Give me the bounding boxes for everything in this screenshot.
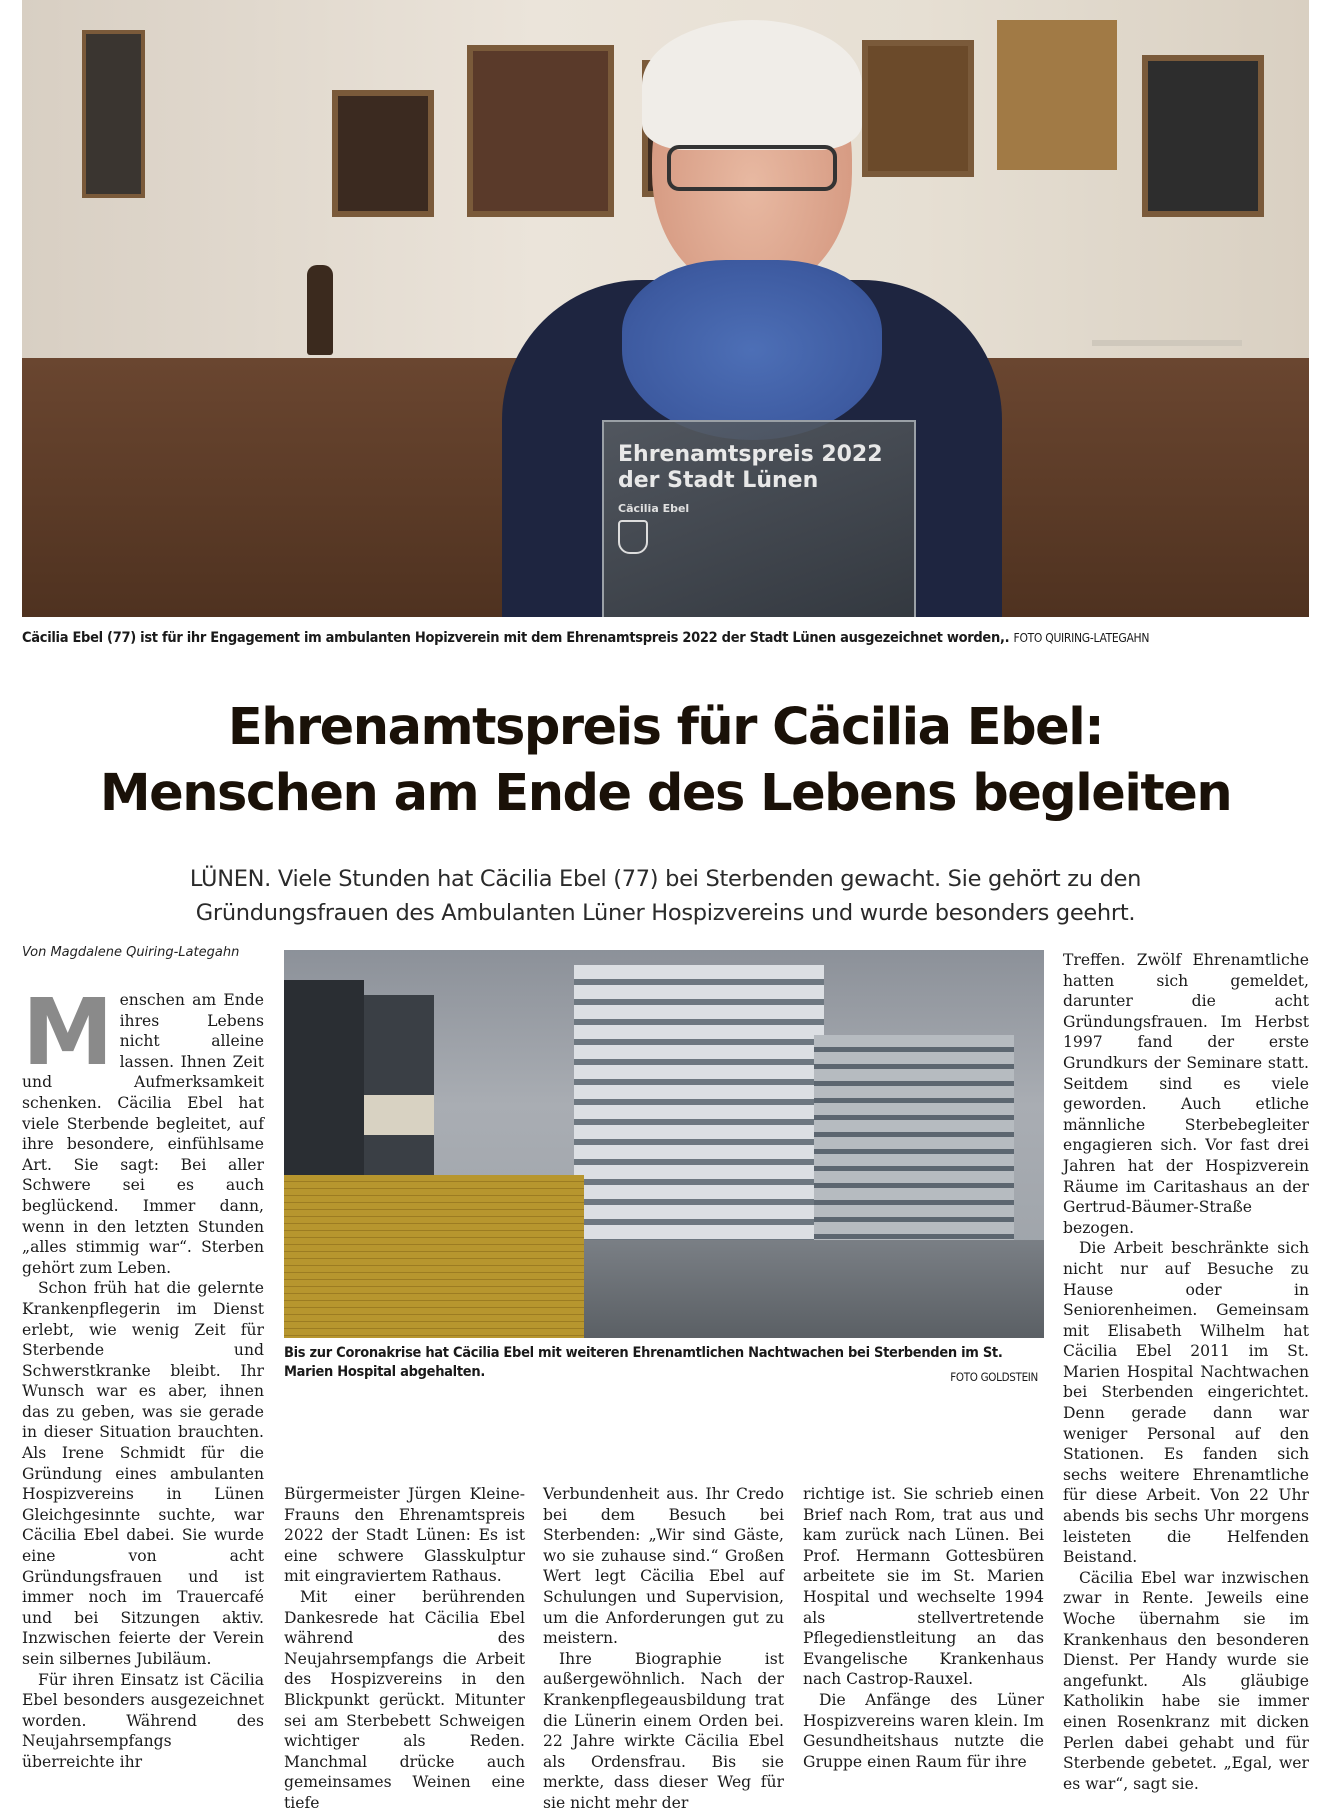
paragraph: Für ihren Einsatz ist Cäcilia Ebel besonders ausgezeichnet worden. Während des Neujahrsempfangs überreichte ihr (22, 1670, 264, 1771)
photo-person (462, 30, 1032, 617)
article-column-1 (22, 979, 264, 1773)
dropcap: M (22, 979, 114, 1086)
award-title: Ehrenamtspreis 2022 der Stadt Lünen (618, 442, 883, 493)
photo-wall-frame (82, 30, 145, 198)
paragraph: enschen am Ende ihres Lebens nicht alleine lassen. Ihnen Zeit und Aufmerksamkeit schenken. Cäcilia Ebel hat viele Sterbende begleitet, auf ihre besondere, einfühlsame Art. Sie sagt: Bei aller Schwere sei es auch beglückend. Immer dann, wenn in den letzten Stunden „alles stimmig war“. Sterben gehört zum Leben. (22, 991, 264, 1277)
award-name: Cäcilia Ebel (618, 502, 690, 515)
top-photo-caption (22, 630, 1309, 646)
top-photo (22, 0, 1309, 617)
hospital-tower (574, 965, 824, 1285)
paragraph: Ihre Biographie ist außergewöhnlich. Nach der Krankenpflegeausbildung trat die Lünerin einem Orden bei. 22 Jahre wirkte Cäcilia Ebel als Ordensfrau. Bis sie merkte, dass dieser Weg für sie nicht mehr der (543, 1649, 784, 1812)
hospital-photo-caption (284, 1344, 1044, 1382)
paragraph: Schon früh hat die gelernte Krankenpflegerin im Dienst erlebt, wie wenig Zeit für Sterbende und Schwerstkranke bleibt. Ihr Wunsch war es aber, ihnen das zu geben, was sie gerade in dieser Situation brauchten. Als Irene Schmidt für die Gründung eines ambulanten Hospizvereins in Lünen Gleichgesinnte suchte, war Cäcilia Ebel dabei. Sie wurde eine von acht Gründungsfrauen und ist immer noch im Trauercafé und bei Sitzungen aktiv. Inzwischen feierte der Verein sein silbernes Jubiläum. (22, 1279, 264, 1668)
headline-line-1: Ehrenamtspreis für Cäcilia Ebel: (227, 698, 1104, 757)
lead-paragraph (22, 862, 1309, 930)
byline: Von Magdalene Quiring-Lategahn (22, 945, 240, 960)
paragraph: Verbundenheit aus. Ihr Credo bei dem Besuch bei Sterbenden: „Wir sind Gäste, wo sie zuhause sind.“ Großen Wert legt Cäcilia Ebel auf Schulungen und Supervision, um die Anforderungen gut zu meistern. (543, 1485, 784, 1648)
paragraph: Bürgermeister Jürgen Kleine-Frauns den Ehrenamtspreis 2022 der Stadt Lünen: Es ist eine schwere Glasskulptur mit eingraviertem Rathaus. (284, 1485, 525, 1586)
article-column-4 (803, 1484, 1044, 1772)
paragraph: richtige ist. Sie schrieb einen Brief nach Rom, trat aus und kam zurück nach Lünen. Bei Prof. Hermann Gottesbüren arbeitete sie im St. Marien Hospital und wechselte 1994 als stellvertretende Pflegedienstleitung an das Evangelische Krankenhaus nach Castrop-Rauxel. (803, 1485, 1044, 1689)
lead-line-1: LÜNEN. Viele Stunden hat Cäcilia Ebel (77) bei Sterbenden gewacht. Sie gehört zu den (189, 866, 1142, 892)
paragraph: Mit einer berührenden Dankesrede hat Cäcilia Ebel während des Neujahrsempfangs die Arbeit des Hospizvereins in den Blickpunkt gerückt. Mitunter sei am Sterbebett Schweigen wichtiger als Reden. Manchmal drücke auch gemeinsames Weinen eine tiefe (284, 1587, 525, 1812)
article-column-5 (1063, 950, 1309, 1794)
hospital-sign (364, 1095, 434, 1135)
hospital-photo-credit: FOTO GOLDSTEIN (950, 1370, 1038, 1384)
paragraph: Die Arbeit beschränkte sich nicht nur auf Besuche zu Hause oder in Seniorenheimen. Gemeinsam mit Elisabeth Wilhelm hat Cäcilia Ebel 2011 im St. Marien Hospital Nachtwachen bei Sterbenden eingerichtet. Denn gerade dann war weniger Personal auf den Stationen. Es fanden sich sechs weitere Ehrenamtliche für diese Arbeit. Von 22 Uhr abends bis sechs Uhr morgens leisteten die Helfenden Beistand. (1063, 1239, 1309, 1567)
award-glass-sculpture (602, 420, 916, 617)
top-photo-caption-text: Cäcilia Ebel (77) ist für ihr Engagement im ambulanten Hopizverein mit dem Ehrenamtspreis 2022 der Stadt Lünen ausgezeichnet worden,. (22, 630, 1010, 646)
photo-candlestick (307, 265, 333, 355)
photo-person-scarf (622, 260, 882, 440)
paragraph: Treffen. Zwölf Ehrenamtliche hatten sich gemeldet, darunter die acht Gründungsfrauen. Im Herbst 1997 fand der erste Grundkurs der Seminare statt. Seitdem sind es viele geworden. Auch etliche männliche Sterbebegleiter engagieren sich. Vor fast drei Jahren hat der Hospizverein Räume im Caritashaus an der Gertrud-Bäumer-Straße bezogen. (1063, 951, 1309, 1237)
photo-person-hair (642, 20, 862, 150)
hospital-wing (814, 1035, 1014, 1275)
city-seal-icon (618, 520, 648, 554)
photo-wall-frame (332, 90, 434, 217)
paragraph: Cäcilia Ebel war inzwischen zwar in Rente. Jeweils eine Woche übernahm sie im Krankenhaus den besonderen Dienst. Per Handy wurde sie angefunkt. Als gläubige Katholikin habe sie immer einen Rosenkranz mit dicken Perlen dabei gehabt und für Sterbende gebetet. „Egal, wer es war“, sagt sie. (1063, 1568, 1309, 1793)
photo-wall-frame (1142, 55, 1264, 217)
article-column-2 (284, 1484, 525, 1814)
lead-line-2: Gründungsfrauen des Ambulanten Lüner Hospizvereins und wurde besonders geehrt. (195, 900, 1136, 926)
paragraph: Die Anfänge des Lüner Hospizvereins waren klein. Im Gesundheitshaus nutzte die Gruppe einen Raum für ihre (803, 1690, 1044, 1771)
article-column-3 (543, 1484, 784, 1814)
hospital-low-building (584, 1240, 1044, 1338)
photo-person-glasses (667, 145, 837, 191)
hospital-photo-caption-text: Bis zur Coronakrise hat Cäcilia Ebel mit weiteren Ehrenamtlichen Nachtwachen bei Sterbenden im St. Marien Hospital abgehalten. (284, 1345, 1003, 1380)
headline (22, 695, 1309, 827)
photo-menorah (1092, 250, 1242, 346)
hospital-brick-building (284, 1175, 584, 1338)
top-photo-credit: FOTO QUIRING-LATEGAHN (1013, 631, 1150, 645)
headline-line-2: Menschen am Ende des Lebens begleiten (99, 764, 1232, 823)
hospital-photo (284, 950, 1044, 1338)
